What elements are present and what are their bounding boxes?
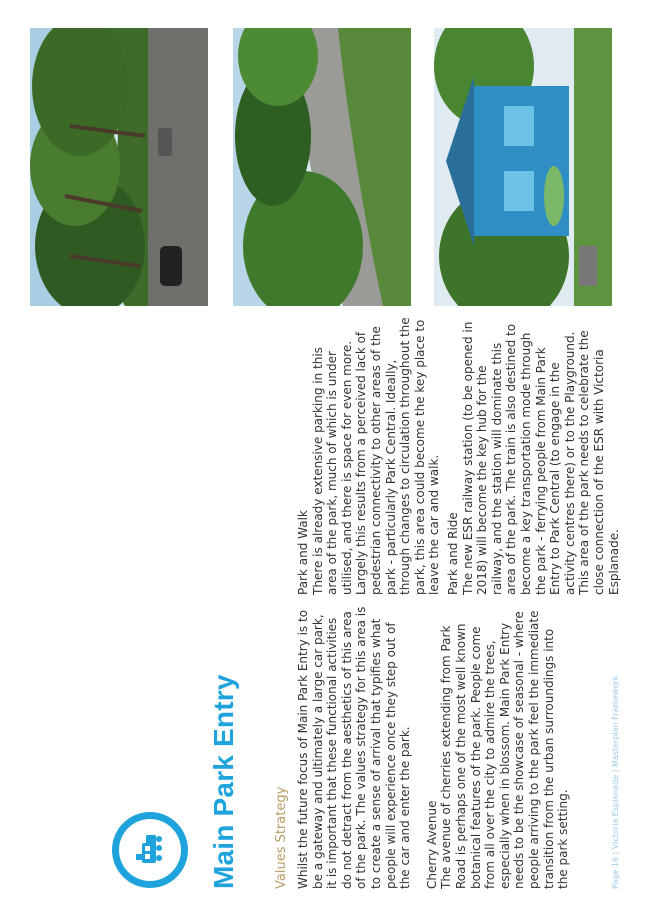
section-body: The new ESR railway station (to be opened in 2018) will become the key hub for the railway, and the station will dominate this area of the park. The train is also destined to become a key transportation mode through the park - ferrying people from Main Park Entry to Park Central (to engage in the activity centres there) or to the Playground. This area of the park needs to celebrate the close connection of the ESR with Victoria Esplanade. bbox=[460, 321, 621, 595]
section-subtitle: Values Strategy bbox=[274, 786, 289, 889]
text-column-3 bbox=[446, 317, 633, 595]
park-and-walk-section bbox=[296, 317, 442, 595]
text-column-1 bbox=[296, 606, 583, 889]
cherry-avenue-section bbox=[425, 606, 571, 889]
train-icon bbox=[132, 831, 168, 867]
text-column-2 bbox=[296, 317, 454, 595]
park-and-ride-section bbox=[446, 317, 621, 595]
section-body: The avenue of cherries extending from Park Road is perhaps one of the most well known botanical features of the park. People come from all over the city to admire the trees, especially when in blossom. Main Park Entry needs to be the showcase of seasonal - where people arriving to the park feel the immediate transition from the urban surroundings into the park setting. bbox=[439, 610, 571, 889]
cherry-avenue-photo bbox=[30, 28, 208, 306]
section-heading: Park and Walk bbox=[296, 510, 310, 595]
intro-paragraph: Whilst the future focus of Main Park Entry is to be a gateway and ultimately a large car park, it is important that these functional activities do not detract from the aesthetics of this area of the park. The values strategy for this area is to create a sense of arrival that typifies what people will experience once they step out of the car and enter the park. bbox=[296, 606, 413, 889]
section-heading: Cherry Avenue bbox=[424, 800, 439, 889]
park-and-walk-photo bbox=[233, 28, 411, 306]
page-footer: Page 16 | Victoria Esplanade | Masterplan Framework bbox=[611, 675, 620, 889]
section-body: There is already extensive parking in this area of the park, much of which is under utilised, and there is space for even more. Largely this results from a perceived lack of pedestrian connectivity to other areas of the park - particularly Park Central. Ideally, through changes to circulation throughout the park, this area could become the key place to leave the car and walk. bbox=[310, 317, 442, 595]
logo-badge bbox=[112, 812, 188, 888]
park-and-ride-photo bbox=[434, 28, 612, 306]
section-heading: Park and Ride bbox=[446, 512, 460, 595]
page-title: Main Park Entry bbox=[208, 674, 239, 889]
